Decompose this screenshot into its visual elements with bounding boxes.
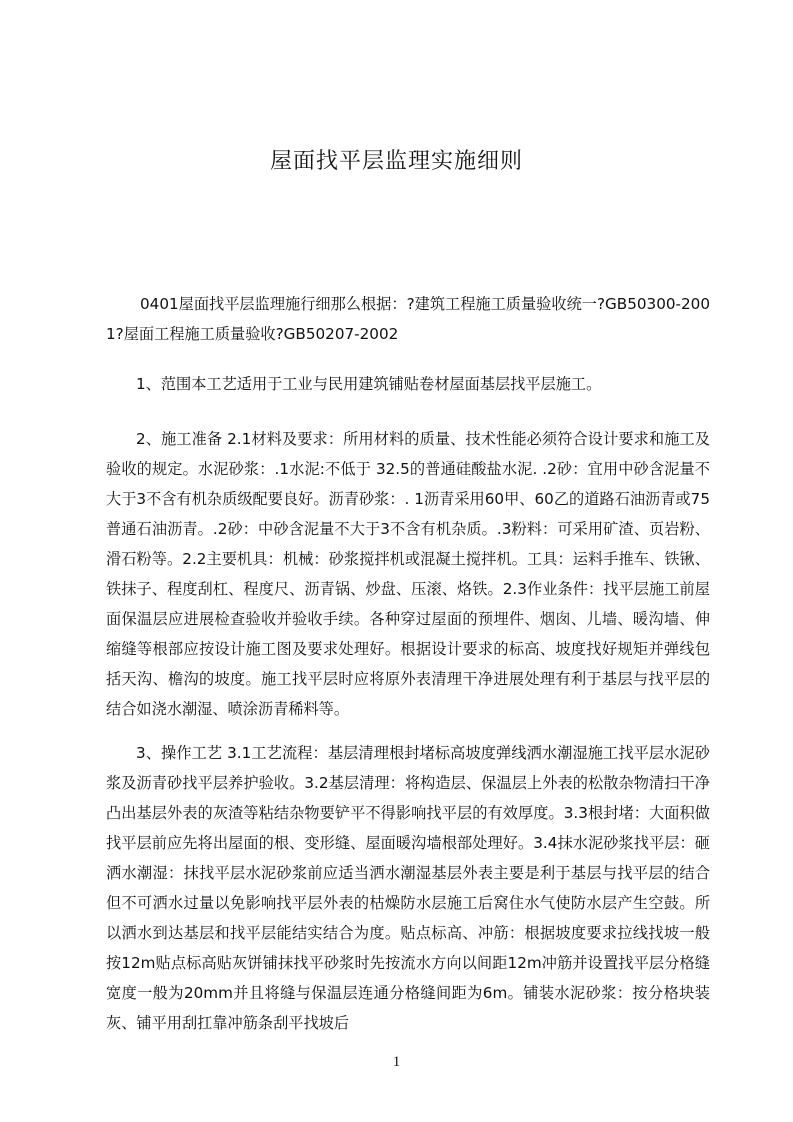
- page-title: 屋面找平层监理实施细则: [269, 149, 523, 174]
- paragraph-preparation: 2、施工准备 2.1材料及要求：所用材料的质量、技术性能必须符合设计要求和施工及验收的规定。水泥砂浆：.1水泥:不低于 32.5的普通硅酸盐水泥. .2砂：宜用中砂含泥量不大于3不含有机杂质级配要良好。沥青砂浆：. 1沥青采用60甲、60乙的道路石油沥青或75普通石油沥青。.2砂：中砂含泥量不大于3不含有机杂质。.3粉料：可采用矿渣、页岩粉、滑石粉等。2.2主要机具：机械：砂浆搅拌机或混凝土搅拌机。工具：运料手推车、铁锹、铁抹子、程度刮杠、程度尺、沥青锅、炒盘、压滚、烙铁。2.3作业条件：找平层施工前屋面保温层应进展检查验收并验收手续。各种穿过屋面的预埋件、烟囱、儿墙、暖沟墙、伸缩缝等根部应按设计施工图及要求处理好。根据设计要求的标高、坡度找好规矩并弹线包括天沟、檐沟的坡度。施工找平层时应将原外表清理干净进展处理有利于基层与找平层的结合如浇水潮湿、喷涂沥青稀料等。: [106, 430, 710, 718]
- paragraph-basis: 0401屋面找平层监理施行细那么根据：?建筑工程施工质量验收统一?GB50300-2001?屋面工程施工质量验收?GB50207-2002: [106, 295, 710, 343]
- paragraph-scope: 1、范围本工艺适用于工业与民用建筑铺贴卷材屋面基层找平层施工。: [136, 375, 602, 393]
- page-number: 1: [392, 1054, 401, 1070]
- paragraph-operations: 3、操作工艺 3.1工艺流程：基层清理根封堵标高坡度弹线洒水潮湿施工找平层水泥砂浆及沥青砂找平层养护验收。3.2基层清理：将构造层、保温层上外表的松散杂物清扫干净凸出基层外表的灰渣等粘结杂物要铲平不得影响找平层的有效厚度。3.3根封堵：大面积做找平层前应先将出屋面的根、变形缝、屋面暖沟墙根部处理好。3.4抹水泥砂浆找平层：砸洒水潮湿：抹找平层水泥砂浆前应适当洒水潮湿基层外表主要是利于基层与找平层的结合但不可洒水过量以免影响找平层外表的枯燥防水层施工后窝住水气使防水层产生空鼓。所以洒水到达基层和找平层能结实结合为度。贴点标高、冲筋：根据坡度要求拉线找坡一般按12m贴点标高贴灰饼铺抹找平砂浆时先按流水方向以间距12m冲筋并设置找平层分格缝宽度一般为20mm并且将缝与保温层连通分格缝间距为6m。铺装水泥砂浆：按分格块装灰、铺平用刮扛靠冲筋条刮平找坡后: [106, 744, 710, 1032]
